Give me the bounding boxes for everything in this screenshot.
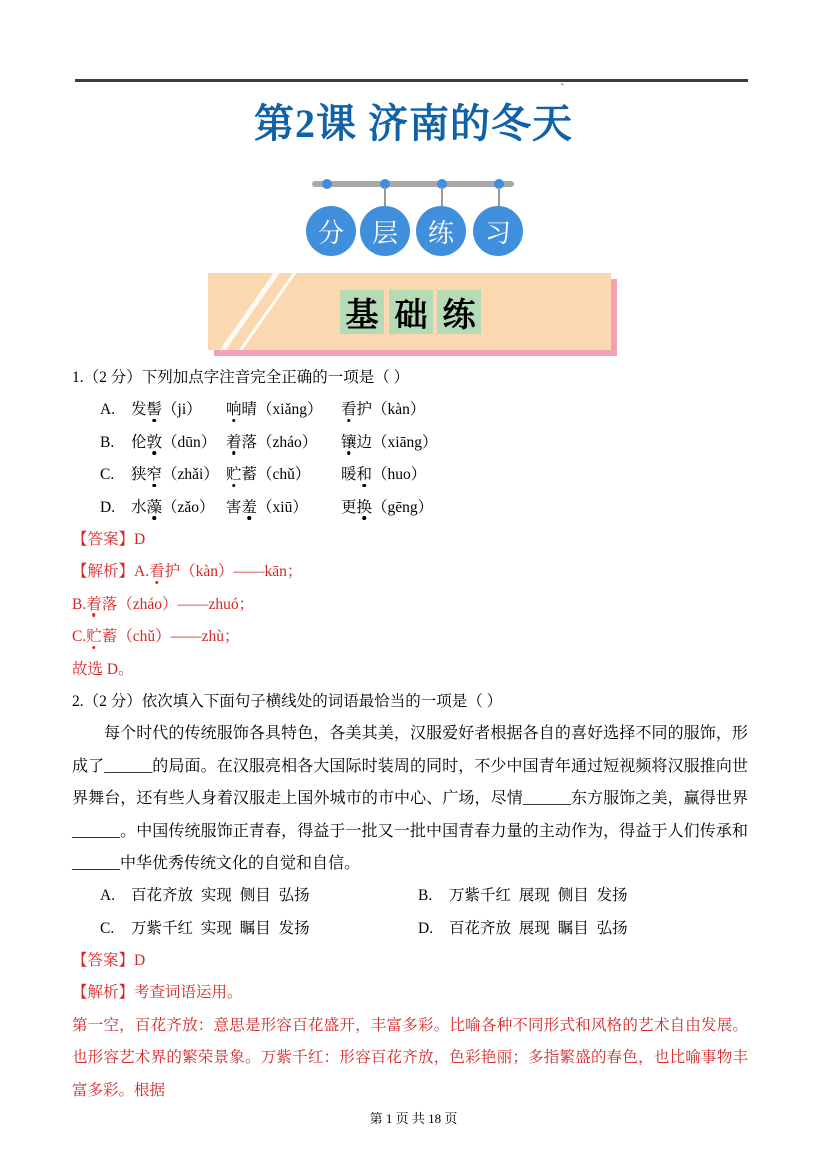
word-group: 害羞（xiū） [226, 498, 308, 516]
basics-practice-banner [208, 273, 611, 350]
answer-label: 【答案】 [72, 952, 135, 970]
q2-option-b: B. 万紫千红 展现 侧目 发扬 [418, 887, 628, 905]
q1-question: 1.（2 分）下列加点字注音完全正确的一项是（ ） [72, 369, 410, 386]
option-label: A. [100, 401, 116, 419]
word-group: 发髻（ji） [131, 401, 202, 419]
word-group: 更换（gēng） [341, 498, 434, 516]
q1-analysis-line-a: 【解析】A.看护（kàn）——kān； [72, 563, 303, 581]
top-divider-line [75, 79, 748, 82]
q2-option-c: C. 万紫千红 实现 瞩目 发扬 [100, 919, 310, 937]
q1-option-a [72, 394, 748, 426]
q1-answer-line [72, 524, 748, 556]
analysis-label: 【解析】 [72, 984, 135, 1002]
word-group: 响晴（xiǎng） [226, 401, 323, 419]
stray-tick-mark: ` [560, 82, 565, 97]
word-group: 伦敦（dūn） [131, 433, 217, 451]
q2-option-d: D. 百花齐放 展现 瞩目 弘扬 [418, 919, 628, 937]
word-group: 镶边（xiāng） [341, 433, 438, 451]
option-label: B. [100, 433, 115, 451]
connector-line [498, 187, 500, 206]
q1-conclusion: 故选 D。 [72, 660, 134, 678]
title-circle-lian [416, 206, 466, 256]
answer-label: 【答案】 [72, 530, 135, 548]
q2-question: 2.（2 分）依次填入下面句子横线处的词语最恰当的一项是（ ） [72, 692, 503, 710]
word-group: 水藻（zǎo） [131, 498, 215, 516]
word-group: 贮蓄（chǔ） [226, 466, 311, 484]
decor-dot-icon [322, 179, 332, 189]
option-label: C. [100, 466, 115, 484]
q2-options-row-2 [72, 913, 748, 945]
worksheet-content [72, 362, 748, 1099]
decor-horizontal-bar [312, 181, 514, 187]
circle-char: 层 [371, 217, 398, 248]
word-group: 着落（zháo） [226, 433, 318, 451]
q1-option-c [72, 459, 748, 491]
title-circle-fen [306, 206, 356, 256]
title-circle-ceng [360, 206, 410, 256]
word-group: 暖和（huo） [341, 466, 427, 484]
title-circle-xi [473, 206, 523, 256]
analysis-label: 【解析】 [72, 563, 135, 581]
q2-passage: 每个时代的传统服饰各具特色，各美其美，汉服爱好者根据各自的喜好选择不同的服饰，形成了______的局面。在汉服亮相各大国际时装周的同时，不少中国青年通过短视频将汉服推向世界舞台，还有些人身着汉服走上国外城市的市中心、广场，尽情______东方服饰之美，赢得世界______。中国传统服饰正青春，得益于一批又一批中国青春力量的主动作为，得益于人们传承和______中华优秀传统文化的自觉和自信。 [72, 725, 748, 872]
q1-analysis-line-b: B.着落（zháo）——zhuó； [72, 595, 255, 613]
q1-option-d [72, 492, 748, 524]
banner-char-ji: 基 [340, 290, 384, 334]
connector-line [384, 187, 386, 206]
answer-value: D [134, 530, 146, 548]
q2-analysis-intro: 【解析】考查词语运用。 [72, 984, 243, 1002]
circle-char: 练 [427, 217, 454, 248]
word-group: 看护（kàn） [341, 401, 426, 419]
page-title: 第2课 济南的冬天 [254, 101, 573, 146]
word-group: 狭窄（zhǎi） [131, 466, 219, 484]
q1-analysis-line-c: C.贮蓄（chǔ）——zhù； [72, 628, 240, 646]
banner-char-chu: 础 [389, 290, 433, 334]
q2-analysis-body: 第一空，百花齐放：意思是形容百花盛开，丰富多彩。比喻各种不同形式和风格的艺术自由发展。也形容艺术界的繁荣景象。万紫千红：形容百花齐放，色彩艳丽；多指繁盛的春色，也比喻事物丰富多彩。根据 [72, 1016, 748, 1099]
banner-char-lian: 练 [437, 290, 481, 334]
connector-line [441, 187, 443, 206]
q2-option-a: A. 百花齐放 实现 侧目 弘扬 [100, 887, 310, 905]
option-label: D. [100, 498, 116, 516]
circle-char: 分 [317, 217, 344, 248]
answer-value: D [134, 952, 146, 970]
q2-answer-line [72, 945, 748, 977]
q1-option-b [72, 427, 748, 459]
page-number-footer: 第 1 页 共 18 页 [369, 1111, 458, 1126]
circle-char: 习 [484, 217, 511, 248]
q2-options-row-1 [72, 880, 748, 912]
